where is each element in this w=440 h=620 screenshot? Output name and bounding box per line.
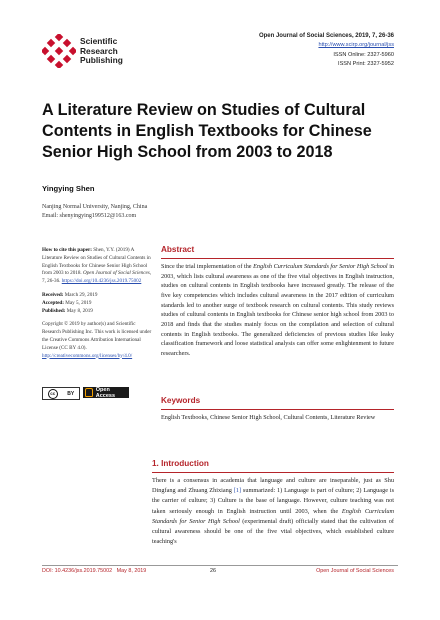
footer-journal: Open Journal of Social Sciences [316, 568, 394, 574]
publisher-logo-icon [42, 34, 76, 68]
cc-icon: cc [48, 389, 58, 399]
paper-title: A Literature Review on Studies of Cultural Contents in English Textbooks for Chinese Senior High School from 2003 to 2018 [42, 101, 372, 161]
issn-print: ISSN Print: 2327-5952 [338, 61, 394, 68]
open-lock-icon [85, 388, 93, 397]
keywords-divider [161, 409, 394, 410]
keywords-text: English Textbooks, Chinese Senior High School, Cultural Contents, Literature Review [161, 414, 376, 421]
footer-doi: DOI: 10.4236/jss.2019.75002 May 8, 2019 [42, 568, 147, 574]
citation-block: How to cite this paper: Shen, Y.Y. (2019) A Literature Review on Studies of Cultural Contents in English Textbooks for Chinese Senior High School from 2003 to 2018. Open Journal of Social Sciences, 7, 26-36. https://doi.org/10.4236/jss.2019.75002 [42, 247, 152, 285]
received-date: March 29, 2019 [64, 291, 98, 298]
affiliation-block [42, 203, 147, 222]
journal-info [259, 32, 394, 70]
keywords-heading: Keywords [161, 396, 201, 405]
affiliation: Nanjing Normal University, Nanjing, China [42, 204, 148, 210]
article-metadata-sidebar [42, 247, 154, 366]
introduction-heading: 1. Introduction [152, 459, 209, 468]
abstract-divider [161, 258, 394, 259]
footer-divider [42, 565, 398, 566]
copyright-block: Copyright © 2019 by author(s) and Scientific Research Publishing Inc. This work is licensed under the Creative Commons Attribution International License (CC BY 4.0). http://creativecommons.org/licenses/by/4.0/ [42, 321, 152, 359]
citation-doi-link[interactable]: https://doi.org/10.4236/jss.2019.75002 [61, 278, 142, 285]
author-name: Yingying Shen [42, 184, 95, 193]
abstract-text: Since the trial implementation of the English Curriculum Standards for Senior High School in 2003, which lists cultural awareness as one of the five vital objectives in English instruction, studies on cultural contents in English textbooks have increased greatly. The release of the five key competencies which includes cultural awareness in the 2017 edition of curriculum standards led to another surge of textbook research on cultural contents. This study reviews studies of cultural contents in English textbooks for Chinese senior high school from 2003 to 2018 and finds that the studies mainly focus on the compilation and selection of cultural contents in English textbooks. The generalized deficiencies of previous studies like leaky classification framework and loose statistical analysis can offer some enlightenment to future researchers. [161, 263, 395, 357]
reference-link[interactable]: [1] [233, 487, 242, 495]
issn-online: ISSN Online: 2327-5960 [333, 51, 394, 58]
accepted-date: May 5, 2019 [65, 299, 92, 306]
journal-url-link[interactable]: http://www.scirp.org/journal/jss [318, 42, 394, 49]
published-date: May 8, 2019 [66, 307, 93, 314]
introduction-text: There is a consensus in academia that language and culture are inseparable, just as Shu Dingfang and Zhuang Zhixiang [1] summarized: 1) Language is part of culture; 2) Language is the carrier of culture; 3) Culture is the base of language. However, culture teaching was not taken seriously enough in English instruction until 2003, when the English Curriculum Standards for Senior High School (experimental draft) officially stated that the cultivation of cultural awareness should be one of the five vital objectives, which established culture teaching's [152, 477, 394, 546]
publisher-name: Scientific Research Publishing [80, 36, 123, 65]
cc-by-badge[interactable]: cc BY [42, 387, 80, 400]
license-badges [42, 387, 129, 399]
dates-block: Received: March 29, 2019 Accepted: May 5, 2019 Published: May 8, 2019 [42, 291, 98, 314]
introduction-divider [152, 472, 394, 473]
author-email: Email: shenyingying199512@163.com [42, 213, 137, 220]
page-number: 26 [210, 568, 216, 574]
journal-name: Open Journal of Social Sciences, 2019, 7, 26-36 [258, 33, 394, 39]
license-link[interactable]: http://creativecommons.org/licenses/by/4.0/ [42, 352, 133, 359]
open-access-badge[interactable]: Open Access [83, 387, 129, 398]
abstract-heading: Abstract [161, 245, 195, 254]
